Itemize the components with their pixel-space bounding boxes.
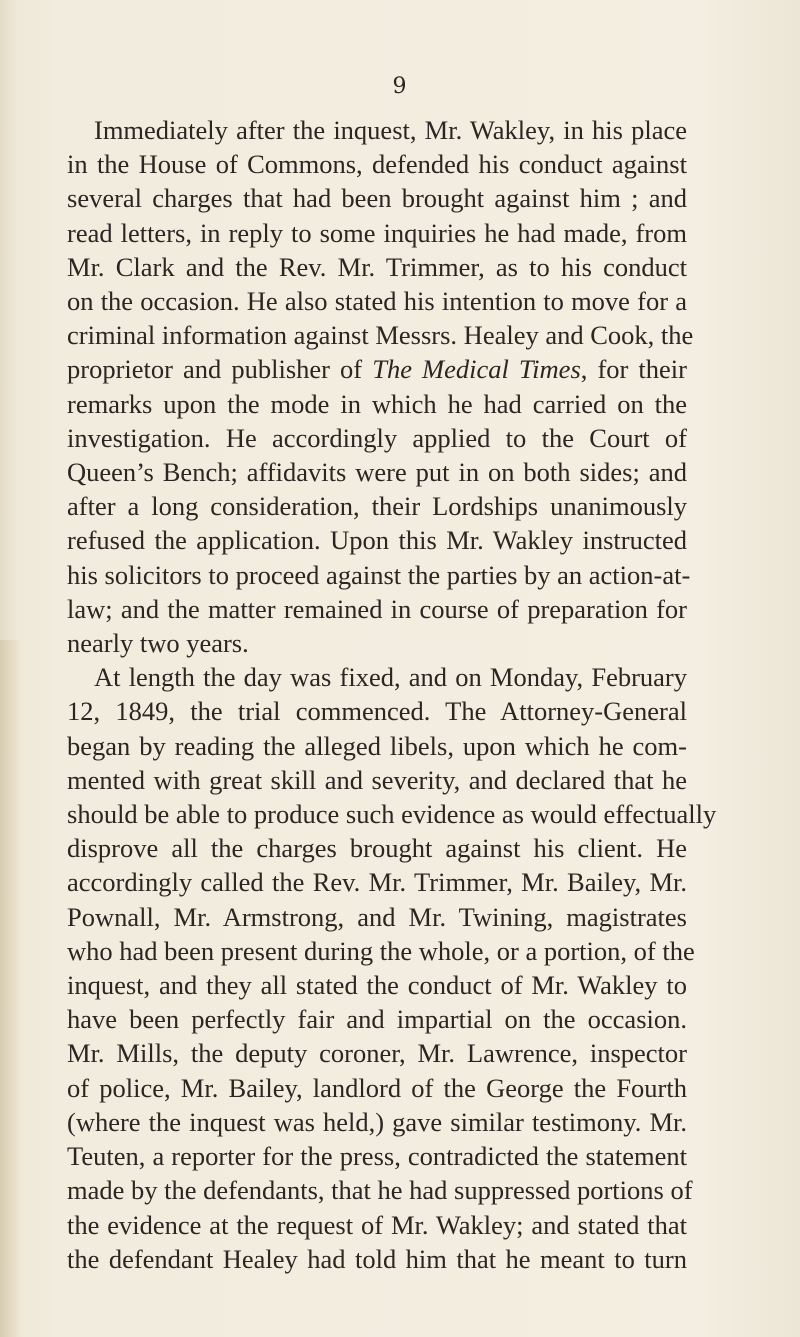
text-line: Immediately after the inquest, Mr. Wakley, in his place [94,115,687,145]
text-line: Pownall, Mr. Armstrong, and Mr. Twining, magistrates [67,901,687,932]
text-line: criminal information against Messrs. Healey and Cook, the [67,320,694,351]
text-line: on the occasion. He also stated his intention to move for a [67,286,687,317]
text-line: Mr. Mills, the deputy coroner, Mr. Lawrence, inspector [67,1038,687,1069]
text-fragment: proprietor and publisher of [67,354,373,385]
text-line: remarks upon the mode in which he had carried on the [67,388,687,419]
text-line: have been perfectly fair and impartial on the occasion. [67,1004,687,1035]
text-line: (where the inquest was held,) gave similar testimony. Mr. [67,1106,687,1137]
text-line: Mr. Clark and the Rev. Mr. Trimmer, as to his conduct [67,251,687,282]
text-line: several charges that had been brought against him ; and [67,183,687,214]
text-line: the defendant Healey had told him that he meant to turn [67,1243,687,1274]
text-line: At length the day was fixed, and on Monday, February [94,662,687,693]
text-line: law; and the matter remained in course of preparation for [67,593,687,624]
text-line: Queen’s Bench; affidavits were put in on both sides; and [67,457,687,488]
text-fragment: , for their [580,354,687,385]
text-line: in the House of Commons, defended his conduct against [67,149,687,180]
text-line: who had been present during the whole, or a portion, of the [67,935,695,966]
text-line: should be able to produce such evidence as would effectually [67,799,717,830]
journal-title: The Medical Times [372,354,581,385]
text-line: mented with great skill and severity, and declared that he [67,764,687,795]
text-line: began by reading the alleged libels, upon which he com- [67,730,687,761]
text-line: refused the application. Upon this Mr. Wakley instructed [67,525,687,556]
text-line: 12, 1849, the trial commenced. The Attorney-General [67,696,687,727]
text-line: his solicitors to proceed against the parties by an action-at- [67,559,691,590]
text-line: after a long consideration, their Lordships unanimously [67,491,687,522]
text-line: nearly two years. [67,628,249,659]
page-number: 9 [392,74,408,99]
text-line: accordingly called the Rev. Mr. Trimmer, Mr. Bailey, Mr. [67,867,687,898]
text-line: the evidence at the request of Mr. Wakley; and stated that [67,1209,687,1240]
text-line: Teuten, a reporter for the press, contradicted the statement [67,1141,687,1172]
body-text [67,113,717,1276]
text-line: disprove all the charges brought against his client. He [67,833,687,864]
text-line: of police, Mr. Bailey, landlord of the George the Fourth [67,1072,687,1103]
text-line: investigation. He accordingly applied to the Court of [67,422,687,453]
text-line [67,352,687,386]
text-line: inquest, and they all stated the conduct of Mr. Wakley to [67,970,687,1001]
text-line: made by the defendants, that he had suppressed portions of [67,1175,693,1206]
text-line: read letters, in reply to some inquiries he had made, from [67,217,687,248]
page-binding-shadow [0,640,22,1337]
